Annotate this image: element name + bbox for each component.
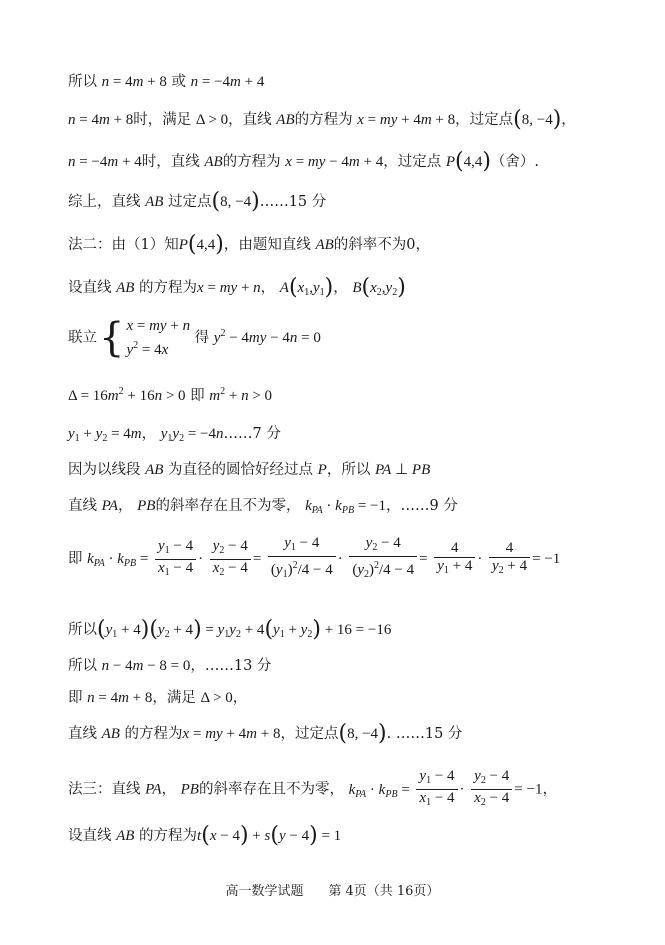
score-mark: ……15 分 — [259, 194, 327, 210]
text: 时，满足 — [133, 112, 192, 128]
text: 或 — [171, 74, 186, 90]
text: 直线 — [68, 498, 97, 514]
text: ，由题知直线 — [223, 237, 311, 253]
text: 因为以线段 — [68, 462, 141, 478]
text: 所以 — [68, 74, 97, 90]
line-18: 设直线 AB 的方程为t(x − 4) + s(y − 4) = 1 — [68, 823, 342, 848]
line-10: 因为以线段 AB 为直径的圆恰好经过点 P，所以 PA ⊥ PB — [68, 462, 431, 478]
text: 设直线 — [68, 280, 112, 296]
footer-page-number: 第 4页（共 16页） — [328, 884, 440, 899]
text: ， — [118, 498, 133, 514]
line-9: $y_1 + y_2 = 4m$， $y_1y_2$ = −4n……7 分 — [68, 426, 281, 444]
text: 即 — [68, 690, 83, 706]
text: ，直线 — [228, 112, 272, 128]
text: 即 — [68, 551, 83, 567]
line-13: 所以$(y_1 + 4)(y_2 + 4) = y_1y_2 + 4(y_1 + y_2) + 16 = -16$ — [68, 617, 392, 642]
text: ，满足 — [152, 690, 196, 706]
text: 的方程为 — [222, 154, 281, 170]
text: 设直线 — [68, 828, 112, 844]
text: 所以 — [68, 622, 97, 638]
score-mark: ，……9 分 — [385, 498, 458, 514]
text: ， — [161, 781, 177, 798]
score-mark: ……15 分 — [395, 726, 463, 742]
line-7: 联立{ x = my + n $y^2 = 4x$ 得 $y^2 - 4my - 4n = 0$ — [68, 315, 321, 361]
line-16: 直线 AB 的方程为x = my + 4m + 8，过定点(8, −4). ……15 分 — [68, 721, 463, 746]
line-11: 直线 PA， PB的斜率存在且不为零， $k_{PA} \cdot k_{PB} = -1$，……9 分 — [68, 498, 458, 516]
text: 时，直线 — [141, 154, 200, 170]
text: 的方程为 — [139, 828, 198, 844]
text: 联立 — [68, 330, 97, 346]
text: ，过定点 — [280, 726, 339, 742]
page-footer — [0, 880, 665, 899]
line-12: 即 $k_{PA} \cdot k_{PB}$ = $\frac{y_1 - 4}{x_1 - 4}$ · $\frac{y_2 - 4}{x_2 - 4}$ = $\frac{y_1 - 4}{(y_1)^2/4 - 4}$ · $\frac{y_2 - 4}{(y_2)^2/4 - 4}$ = $\frac{4}{y_1 + 4}$ · $\frac{4}{y_2 + 4}$ = −1 — [68, 535, 561, 580]
line-15: 即 n = 4m + 8，满足 Δ > 0， — [68, 690, 248, 706]
line-1: 所以 n = 4m + 8 或 n = −4m + 4 — [68, 74, 265, 90]
line-4: 综上，直线 AB 过定点(8, −4)……15 分 — [68, 189, 327, 214]
text: 过定点 — [168, 194, 212, 210]
text: （舍）. — [490, 154, 540, 170]
text: 所以 — [68, 658, 97, 674]
line-17: 法三：直线 PA， PB的斜率存在且不为零， $k_{PA} \cdot k_{PB}$ = $\frac{y_1 - 4}{x_1 - 4}$ · $\frac{y_2 - 4}{x_2 - 4}$ = −1， — [68, 768, 557, 808]
text: 的斜率存在且不为零， — [198, 781, 344, 798]
text: 法二：由（1）知 — [68, 237, 179, 253]
text: 的方程为 — [139, 280, 198, 296]
line-3: n = −4m + 4时，直线 AB的方程为 x = my − 4m + 4，过定点 P(4,4)（舍）. — [68, 149, 540, 174]
text: ，过定点 — [383, 154, 442, 170]
footer-subject: 高一数学试题 — [225, 884, 304, 899]
text: 为直径的圆恰好经过点 — [168, 462, 314, 478]
line-5: 法二：由（1）知P(4,4)，由题知直线 AB的斜率不为0， — [68, 232, 431, 257]
line-2: n = 4m + 8时，满足 Δ > 0，直线 AB的方程为 x = my + 4m + 8，过定点(8, −4)， — [68, 107, 576, 132]
score-mark: ，……13 分 — [190, 658, 272, 674]
text: 综上，直线 — [68, 194, 141, 210]
text: 即 — [190, 388, 205, 404]
text: 得 — [194, 330, 210, 346]
text: ，过定点 — [455, 112, 514, 128]
text: 的斜率存在且不为零， — [155, 498, 301, 514]
text: 的斜率不为0， — [333, 237, 431, 253]
text: 直线 — [68, 726, 97, 742]
line-14: 所以 n − 4m − 8 = 0，……13 分 — [68, 658, 272, 674]
line-6: 设直线 AB 的方程为x = my + n， $A(x_1,y_1)$， $B(x_2,y_2)$ — [68, 275, 406, 300]
text: ，所以 — [326, 462, 371, 478]
score-mark: ……7 分 — [223, 426, 281, 442]
line-8: $\Delta = 16m^2 + 16n > 0$ 即 $m^2 + n > 0$ — [68, 386, 273, 404]
text: 的方程为 — [294, 112, 353, 128]
text: 的方程为 — [124, 726, 183, 742]
text: 法三：直线 — [68, 781, 141, 798]
